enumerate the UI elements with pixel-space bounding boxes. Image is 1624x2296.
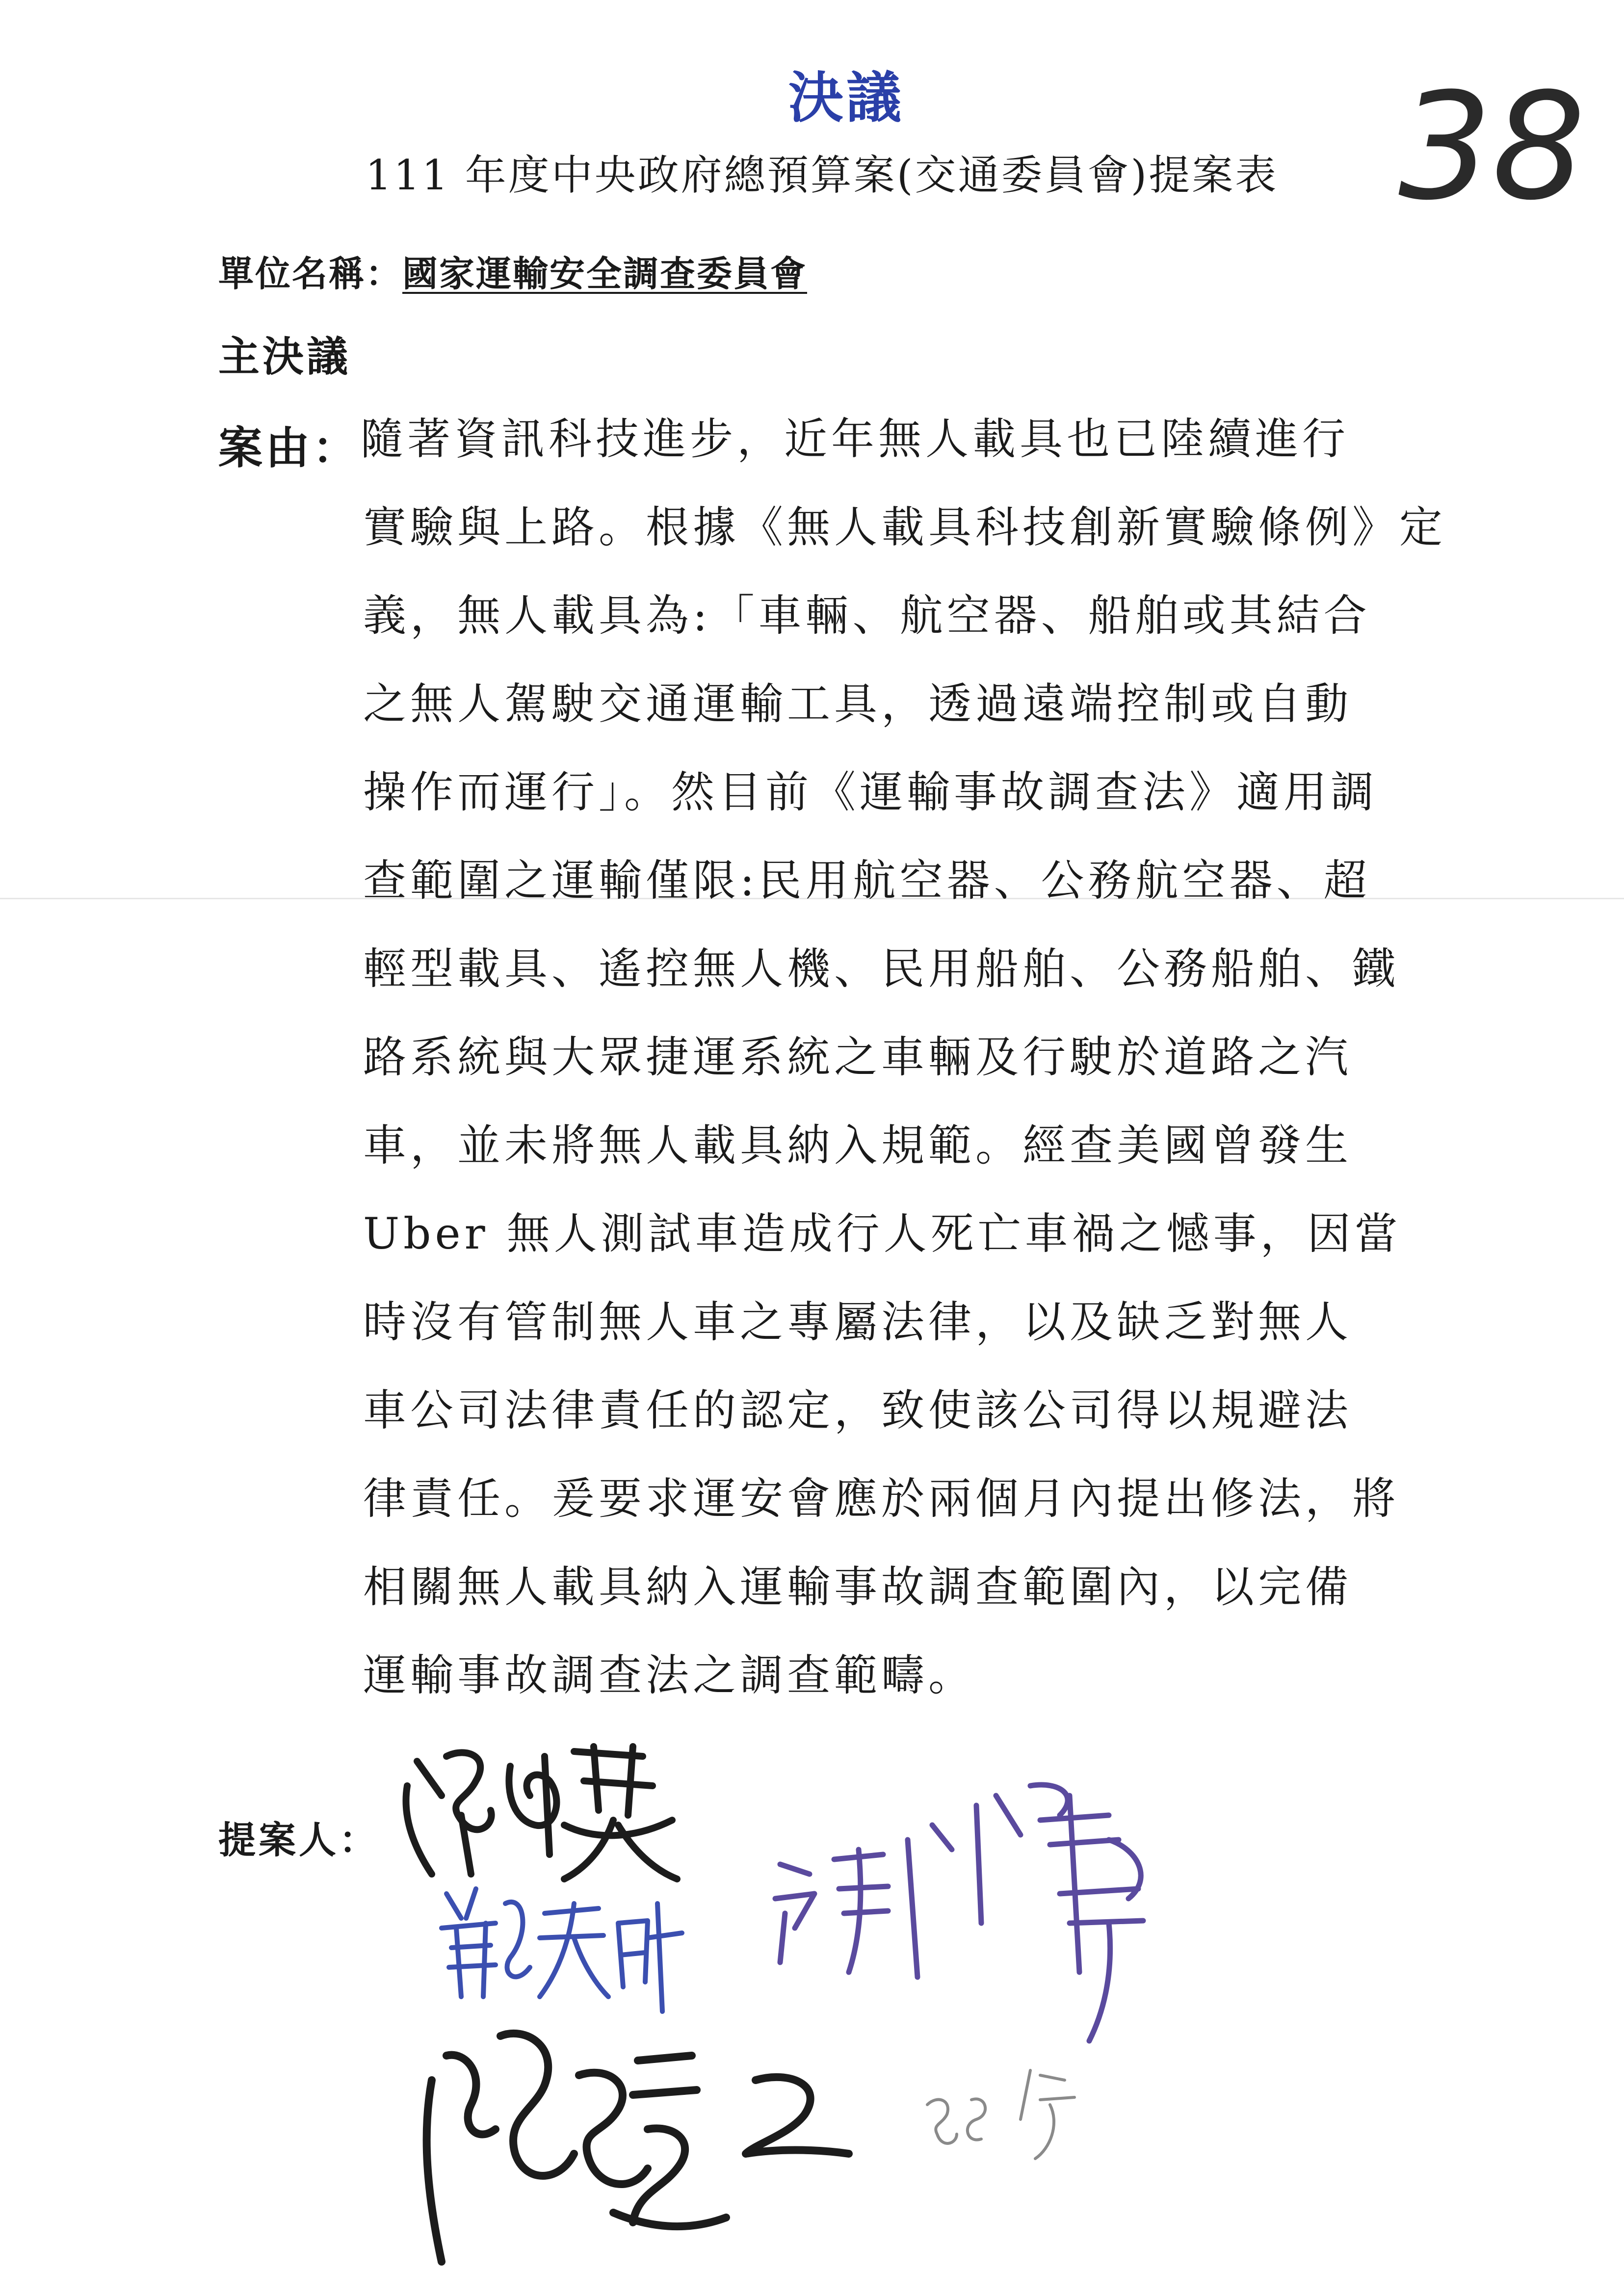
case-line: 相關無人載具納入運輸事故調查範圍內，以完備 (363, 1562, 1353, 1612)
document-title: 111 年度中央政府總預算案(交通委員會)提案表 (365, 151, 1279, 199)
page-number: 38 (1398, 61, 1586, 233)
section-heading: 主決議 (218, 332, 351, 381)
case-label: 案由： (218, 422, 360, 474)
case-line: 時沒有管制無人車之專屬法律，以及缺乏對無人 (363, 1297, 1353, 1347)
case-line: 路系統與大眾捷運系統之車輛及行駛於道路之汽 (363, 1032, 1353, 1082)
case-body (360, 412, 1447, 1737)
signature-2 (432, 1874, 687, 2021)
resolution-stamp: 決議 (788, 66, 904, 130)
case-line: 查範圍之運輸僅限:民用航空器、公務航空器、超 (363, 855, 1371, 906)
unit-label: 單位名稱： (218, 253, 403, 294)
case-line: 律責任。爰要求運安會應於兩個月內提出修法，將 (363, 1473, 1400, 1524)
case-line: 輕型載具、遙控無人機、民用船舶、公務船舶、鐵 (363, 943, 1400, 994)
case-line: 實驗與上路。根據《無人載具科技創新實驗條例》定 (363, 502, 1447, 552)
unit-value: 國家運輸安全調查委員會 (402, 253, 808, 294)
unit-name (218, 245, 807, 296)
signature-1 (388, 1727, 692, 1889)
case-line: 運輸事故調查法之調查範疇。 (363, 1650, 976, 1700)
case-line: Uber 無人測試車造成行人死亡車禍之憾事，因當 (363, 1208, 1402, 1259)
pencil-annotation (917, 2061, 1104, 2178)
case-line: 之無人駕駛交通運輸工具，透過遠端控制或自動 (363, 678, 1353, 729)
case-line: 車，並未將無人載具納入規範。經查美國曾發生 (363, 1120, 1353, 1171)
signature-4 (402, 2007, 873, 2281)
proposer-label: 提案人： (218, 1818, 379, 1862)
case-line: 義，無人載具為:「車輛、航空器、船舶或其結合 (363, 590, 1371, 641)
case-line: 隨著資訊科技進步，近年無人載具也已陸續進行 (360, 414, 1350, 464)
case-line: 車公司法律責任的認定，致使該公司得以規避法 (363, 1385, 1353, 1435)
case-line: 操作而運行」。然目前《運輸事故調查法》適用調 (363, 767, 1378, 817)
